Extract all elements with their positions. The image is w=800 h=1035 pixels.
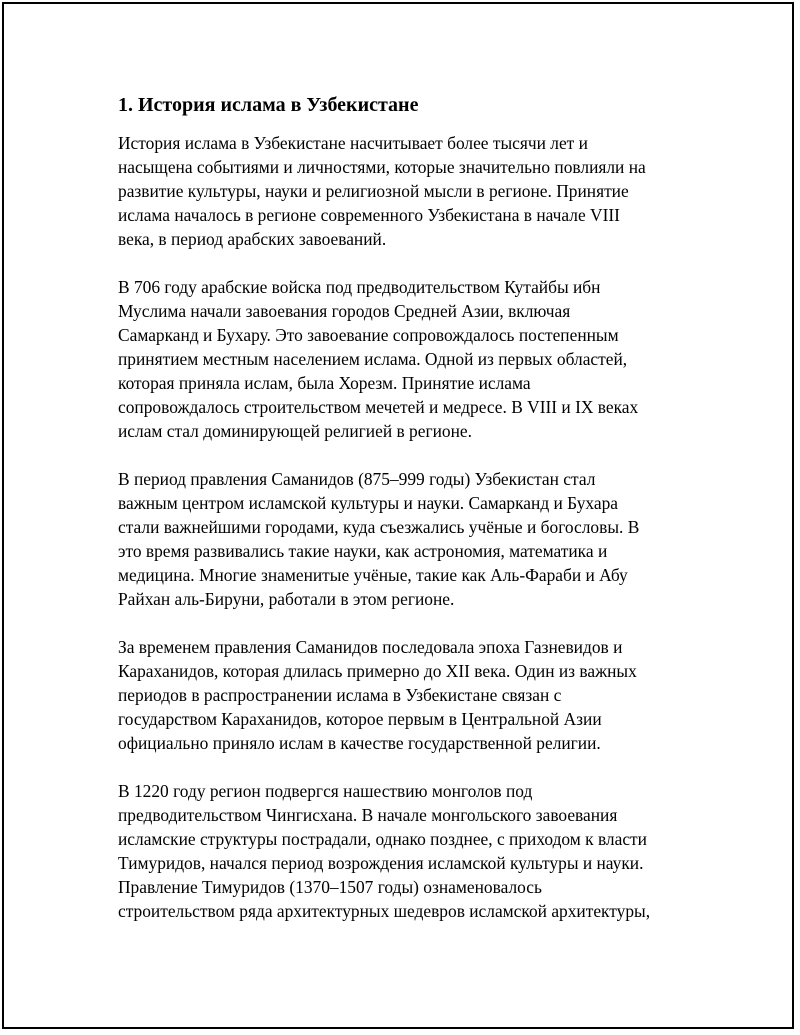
text-line: Правление Тимуридов (1370–1507 годы) ознаменовалось: [118, 877, 542, 897]
text-line: ислама началось в регионе современного Узбекистана в начале VIII: [118, 205, 620, 225]
text-line: периодов в распространении ислама в Узбекистане связан с: [118, 685, 562, 705]
text-line: медицина. Многие знаменитые учёные, такие как Аль-Фараби и Абу: [118, 565, 628, 585]
text-line: это время развивались такие науки, как астрономия, математика и: [118, 541, 608, 561]
text-line: исламские структуры пострадали, однако позднее, с приходом к власти: [118, 829, 647, 849]
text-line: государством Караханидов, которое первым в Центральной Азии: [118, 709, 602, 729]
text-line: Самарканд и Бухару. Это завоевание сопровождалось постепенным: [118, 325, 619, 345]
text-line: предводительством Чингисхана. В начале монгольского завоевания: [118, 805, 618, 825]
text-line: насыщена событиями и личностями, которые значительно повлияли на: [118, 157, 646, 177]
text-line: сопровождалось строительством мечетей и медресе. В VIII и IX веках: [118, 397, 639, 417]
section-heading: 1. История ислама в Узбекистане: [118, 94, 419, 116]
text-line: Райхан аль-Бируни, работали в этом регионе.: [118, 589, 455, 609]
text-line: развитие культуры, науки и религиозной мысли в регионе. Принятие: [118, 181, 629, 201]
text-line: века, в период арабских завоеваний.: [118, 229, 387, 249]
paragraph-4: [118, 635, 688, 755]
text-line: официально приняло ислам в качестве государственной религии.: [118, 733, 601, 753]
text-line: Тимуридов, начался период возрождения исламской культуры и науки.: [118, 853, 644, 873]
text-line: В 706 году арабские войска под предводительством Кутайбы ибн: [118, 277, 601, 297]
text-line: История ислама в Узбекистане насчитывает более тысячи лет и: [118, 133, 588, 153]
paragraph-2: [118, 275, 688, 443]
text-line: Муслима начали завоевания городов Средней Азии, включая: [118, 301, 571, 321]
text-line: важным центром исламской культуры и науки. Самарканд и Бухара: [118, 493, 619, 513]
document-body: [118, 93, 688, 947]
text-line: принятием местным населением ислама. Одной из первых областей,: [118, 349, 628, 369]
text-line: В период правления Саманидов (875–999 годы) Узбекистан стал: [118, 469, 596, 489]
paragraph-1: [118, 131, 688, 251]
text-line: В 1220 году регион подвергся нашествию монголов под: [118, 781, 533, 801]
text-line: стали важнейшими городами, куда съезжались учёные и богословы. В: [118, 517, 640, 537]
paragraph-5: [118, 779, 688, 923]
text-line: которая приняла ислам, была Хорезм. Принятие ислама: [118, 373, 531, 393]
text-line: строительством ряда архитектурных шедевров исламской архитектуры,: [118, 901, 651, 921]
paragraph-3: [118, 467, 688, 611]
text-line: Караханидов, которая длилась примерно до XII века. Один из важных: [118, 661, 637, 681]
text-line: За временем правления Саманидов последовала эпоха Газневидов и: [118, 637, 623, 657]
text-line: ислам стал доминирующей религией в регионе.: [118, 421, 472, 441]
